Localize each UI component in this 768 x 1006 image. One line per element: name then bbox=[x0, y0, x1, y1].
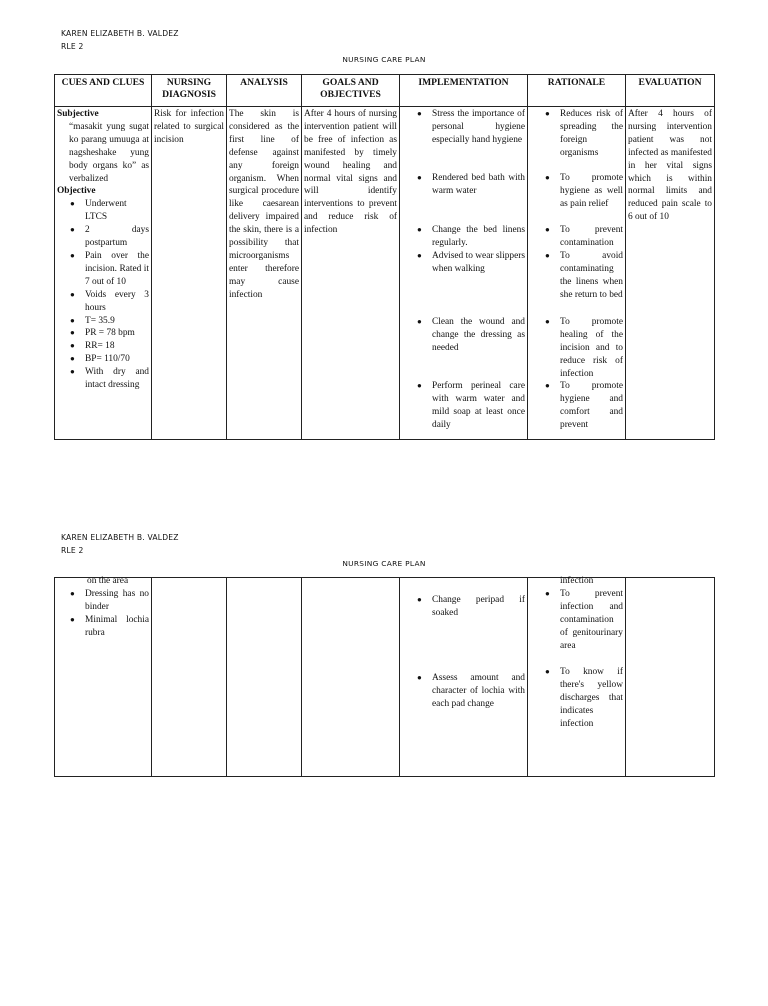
evaluation-cell: After 4 hours of nursing intervention patient was not infected as manifested in her vital signs which is within normal limits and reduced pain scale to 6 out of 10 bbox=[626, 107, 715, 440]
implementation-cell bbox=[400, 107, 528, 440]
diagnosis-cell bbox=[152, 578, 227, 777]
evaluation-cell bbox=[626, 578, 715, 777]
list-item: ● T= 35.9 bbox=[70, 315, 115, 326]
list-item: ● To avoid contaminating the linens when she return to bed bbox=[545, 251, 623, 300]
subjective-label: Subjective bbox=[57, 109, 99, 119]
list-item: ● PR = 78 bpm bbox=[70, 328, 135, 339]
care-plan-table-continued bbox=[54, 577, 715, 777]
list-item: ● Advised to wear slippers when walking bbox=[417, 251, 525, 274]
list-item: ● Underwent LTCS bbox=[70, 199, 127, 223]
implementation-list bbox=[402, 594, 525, 711]
list-item: ● Dressing has no binder bbox=[70, 588, 149, 612]
rationale-list bbox=[530, 588, 623, 731]
cues-cell bbox=[55, 578, 152, 777]
author-name: KAREN ELIZABETH B. VALDEZ bbox=[61, 29, 179, 38]
objective-list bbox=[57, 198, 149, 392]
list-item: ● To promote healing of the incision and to reduce risk of infection bbox=[545, 317, 623, 379]
list-item: ● To prevent infection and contamination of genitourinary area bbox=[545, 588, 623, 651]
list-item: ● BP= 110/70 bbox=[70, 354, 130, 365]
rationale-list bbox=[530, 108, 623, 432]
goals-cell: After 4 hours of nursing intervention patient will be free of infection as manifested by timely wound healing and normal vital signs and will identify interventions to prevent and reduce risk of infection bbox=[302, 107, 400, 440]
care-plan-table bbox=[54, 74, 715, 440]
list-item: ● To promote hygiene as well as pain relief bbox=[545, 173, 623, 209]
page-title: NURSING CARE PLAN bbox=[342, 55, 426, 64]
list-item: ● Minimal lochia rubra bbox=[70, 614, 149, 638]
header-goals: GOALS AND OBJECTIVES bbox=[302, 75, 400, 107]
list-item: ● 2 days postpartum bbox=[70, 225, 149, 249]
list-item: ● Reduces risk of spreading the foreign organisms bbox=[545, 109, 623, 158]
header-cues: CUES AND CLUES bbox=[55, 75, 152, 107]
cues-cell bbox=[55, 107, 152, 440]
list-item: ● Perform perineal care with warm water and mild soap at least once daily bbox=[417, 381, 525, 430]
table-row bbox=[55, 578, 715, 777]
list-item: ● Rendered bed bath with warm water bbox=[417, 173, 525, 196]
rationale-cell bbox=[528, 107, 626, 440]
list-item: ● To prevent contamination bbox=[545, 225, 623, 248]
page-title-page2: NURSING CARE PLAN bbox=[342, 559, 426, 568]
cues-list bbox=[57, 588, 149, 640]
list-item: ● Stress the importance of personal hygiene especially hand hygiene bbox=[417, 109, 525, 145]
header-evaluation: EVALUATION bbox=[626, 75, 715, 107]
list-item: ● RR= 18 bbox=[70, 341, 115, 352]
rationale-continued: infection bbox=[560, 576, 594, 586]
header-analysis: ANALYSIS bbox=[227, 75, 302, 107]
header-rationale: RATIONALE bbox=[528, 75, 626, 107]
course-code-page2: RLE 2 bbox=[61, 546, 84, 555]
list-item: ● Change the bed linens regularly. bbox=[417, 225, 525, 248]
objective-label: Objective bbox=[57, 186, 96, 197]
analysis-cell bbox=[227, 578, 302, 777]
course-code: RLE 2 bbox=[61, 42, 84, 51]
cues-continued: on the area bbox=[87, 576, 129, 586]
subjective-text: “masakit yung sugat ko parang umuuga at nagsheshake yung body organs ko” as verbalized bbox=[69, 121, 149, 184]
list-item: ● Pain over the incision. Rated it 7 out of 10 bbox=[70, 250, 149, 287]
list-item: ● Clean the wound and change the dressing as needed bbox=[417, 317, 525, 353]
analysis-cell: The skin is considered as the first line of defense against any foreign organism. When surgical procedure like caesarean delivery impaired the skin, there is a possibility that microorganisms enter therefore may cause infection bbox=[227, 107, 302, 440]
list-item: ● To know if there's yellow discharges that indicates infection bbox=[545, 666, 623, 729]
list-item: ● With dry and intact dressing bbox=[70, 367, 149, 391]
list-item: ● Voids every 3 hours bbox=[70, 289, 149, 313]
implementation-cell bbox=[400, 578, 528, 777]
list-item: ● To promote hygiene and comfort and prevent bbox=[545, 381, 623, 430]
author-name-page2: KAREN ELIZABETH B. VALDEZ bbox=[61, 533, 179, 542]
table-header-row bbox=[55, 75, 715, 107]
list-item: ● Change peripad if soaked bbox=[417, 595, 525, 618]
diagnosis-cell: Risk for infection related to surgical incision bbox=[152, 107, 227, 440]
table-row bbox=[55, 107, 715, 440]
list-item: ● Assess amount and character of lochia with each pad change bbox=[417, 673, 525, 709]
header-diagnosis: NURSING DIAGNOSIS bbox=[152, 75, 227, 107]
rationale-cell bbox=[528, 578, 626, 777]
goals-cell bbox=[302, 578, 400, 777]
implementation-list bbox=[402, 108, 525, 432]
header-implementation: IMPLEMENTATION bbox=[400, 75, 528, 107]
